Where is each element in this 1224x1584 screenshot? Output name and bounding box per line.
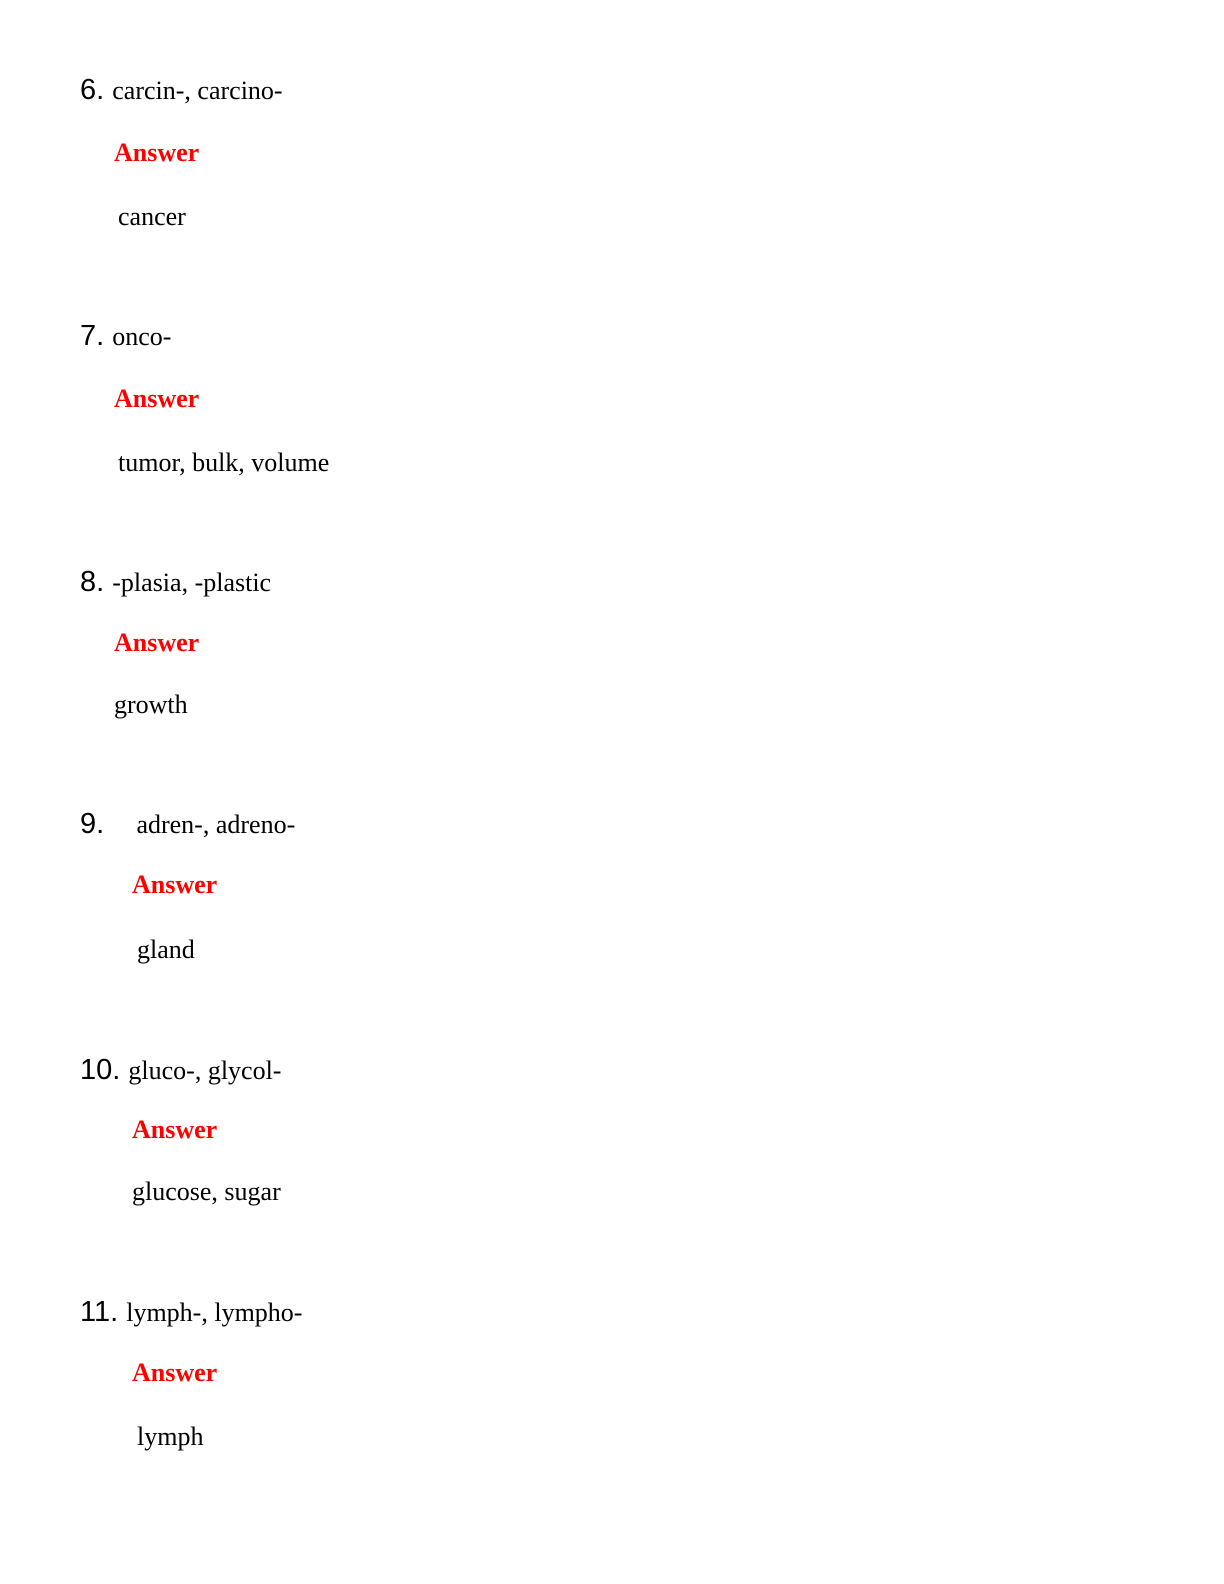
question-term: carcin-, carcino-: [112, 76, 283, 105]
question-number: 8: [80, 566, 97, 598]
question-term: gluco-, glycol-: [128, 1056, 282, 1085]
answer-label[interactable]: Answer: [132, 1115, 218, 1144]
question-9: [80, 808, 295, 841]
question-6: [80, 74, 283, 107]
question-11: [80, 1296, 302, 1329]
question-separator: .: [96, 320, 113, 352]
answer-text: growth: [114, 690, 188, 719]
answer-label[interactable]: Answer: [114, 384, 200, 413]
question-8: [80, 566, 271, 599]
answer-text: tumor, bulk, volume: [118, 448, 330, 477]
question-separator: .: [112, 1054, 129, 1086]
question-number: 6: [80, 74, 97, 106]
answer-label[interactable]: Answer: [132, 870, 218, 899]
question-term: lymph-, lympho-: [126, 1298, 303, 1327]
answer-text: glucose, sugar: [132, 1177, 281, 1206]
answer-text: gland: [137, 935, 195, 964]
question-separator: .: [110, 1296, 127, 1328]
question-number: 10: [80, 1054, 113, 1086]
question-separator: .: [96, 74, 113, 106]
question-term: -plasia, -plastic: [112, 568, 272, 597]
answer-label[interactable]: Answer: [114, 138, 200, 167]
question-7: [80, 320, 171, 353]
question-number: 11: [80, 1296, 111, 1328]
question-number: 7: [80, 320, 97, 352]
answer-label[interactable]: Answer: [132, 1358, 218, 1387]
question-number: 9: [80, 808, 97, 840]
answer-text: lymph: [137, 1422, 204, 1451]
answer-label[interactable]: Answer: [114, 628, 200, 657]
answer-text: cancer: [118, 202, 186, 231]
question-separator: .: [96, 566, 113, 598]
question-term: adren-, adreno-: [136, 810, 296, 839]
question-10: [80, 1054, 281, 1087]
question-term: onco-: [112, 322, 172, 351]
question-separator: .: [96, 808, 137, 840]
